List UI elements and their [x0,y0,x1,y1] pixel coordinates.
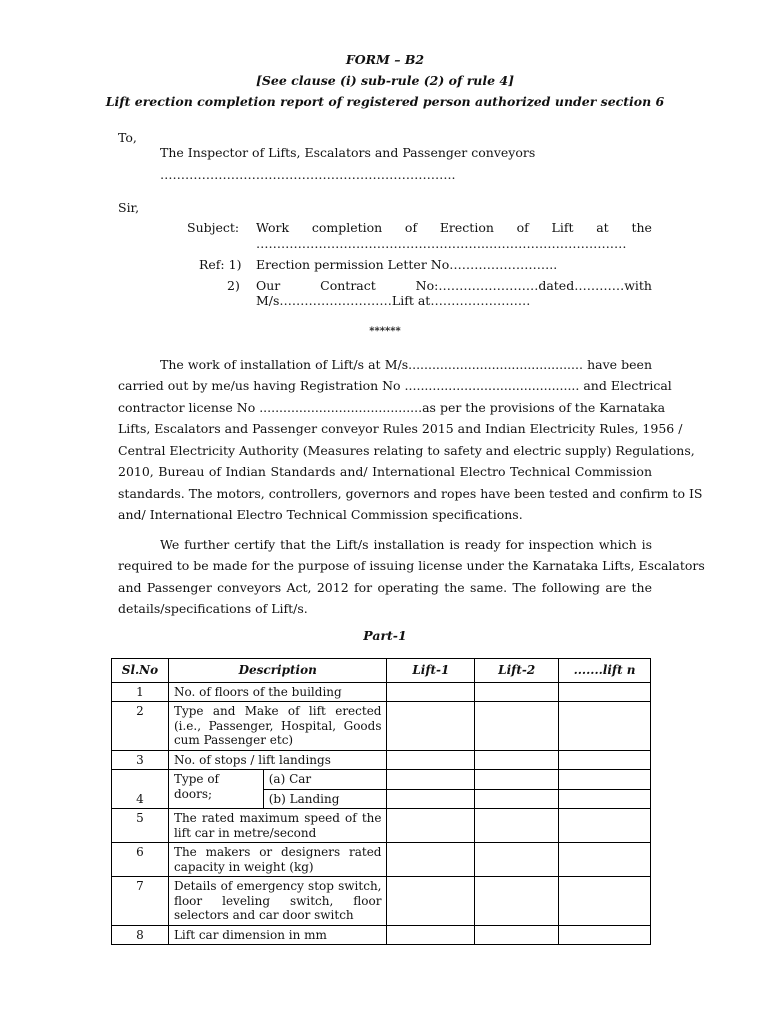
subject-dots: ………………………………………………..…………………………… [256,236,627,251]
lift-n-cell[interactable] [559,770,651,790]
header-lift-1: Lift-1 [387,659,475,683]
table-row [112,750,651,770]
row-description: Details of emergency stop switch, floor leveling switch, floor selectors and car door switch [168,877,387,926]
ref2-word: Contract [320,278,376,293]
lift-n-cell[interactable] [559,809,651,843]
subject-word: at [596,220,609,235]
para1-line: Central Electricity Authority (Measures relating to safety and electric supply) Regulations, [118,443,695,458]
row-description: The makers or designers rated capacity in weight (kg) [168,843,387,877]
lift-2-cell[interactable] [475,750,559,770]
row-number: 2 [112,702,169,751]
lift-1-cell[interactable] [387,682,475,702]
ref2-word: Our [256,278,281,293]
lift-2-cell[interactable] [475,925,559,945]
lift-n-cell[interactable] [559,682,651,702]
subject-word: Work [256,220,290,235]
table-row [112,877,651,926]
subject-label: Subject: [187,220,240,235]
table-row [112,809,651,843]
para1-line: contractor license No .........................................as per the provisions of the Karnataka [118,400,666,415]
table-row [112,702,651,751]
row-description: Lift car dimension in mm [168,925,387,945]
subject-word: Erection [439,220,494,235]
lift-1-cell[interactable] [387,750,475,770]
lift-1-cell[interactable] [387,702,475,751]
lift-2-cell[interactable] [475,809,559,843]
form-number: FORM – B2 [345,52,425,67]
table-row [112,770,651,790]
table-row [112,682,651,702]
para1-line: 2010, Bureau of Indian Standards and/ International Electro Technical Commission [118,464,652,479]
to-label: To, [118,130,137,145]
form-title: Lift erection completion report of registered person authorized under section 6 [105,94,665,109]
lift-details-table [111,658,651,945]
table-header-row [112,659,651,683]
separator: ****** [369,326,401,337]
lift-2-cell[interactable] [475,843,559,877]
door-type-car: (a) Car [263,770,387,790]
ref2-text [256,278,652,293]
lift-n-cell[interactable] [559,750,651,770]
salutation: Sir, [118,200,140,215]
para2-line: required to be made for the purpose of issuing license under the Karnataka Lifts, Escalators [118,558,705,573]
table-row [112,843,651,877]
ref1-label: Ref: 1) [199,257,242,272]
para1-line: Lifts, Escalators and Passenger conveyor Rules 2015 and Indian Electricity Rules, 1956 / [118,421,683,436]
header-lift-n: .......lift n [559,659,651,683]
row-description: Type and Make of lift erected (i.e., Passenger, Hospital, Goods cum Passenger etc) [168,702,387,751]
door-type-landing: (b) Landing [263,789,387,809]
subject-word: of [404,220,418,235]
para2-line: details/specifications of Lift/s. [118,601,308,616]
row-number: 4 [112,770,169,809]
para1-line: carried out by me/us having Registration No ............................................ and Electrical [118,378,672,393]
ref2-word: No:……………………dated…………with [415,278,652,293]
row-number: 3 [112,750,169,770]
lift-1-cell[interactable] [387,925,475,945]
lift-n-cell[interactable] [559,843,651,877]
addressee-dots: …………………………………………………………….. [160,167,456,182]
row-description: No. of floors of the building [168,682,387,702]
ref2-label: 2) [227,278,240,293]
para1-line: and/ International Electro Technical Commission specifications. [118,507,523,522]
subject-word: Lift [551,220,574,235]
header-slno: Sl.No [112,659,169,683]
row-number: 6 [112,843,169,877]
lift-2-cell[interactable] [475,702,559,751]
lift-2-cell[interactable] [475,770,559,790]
row-number: 1 [112,682,169,702]
lift-1-cell[interactable] [387,877,475,926]
header-lift-2: Lift-2 [475,659,559,683]
subject-word: the [631,220,652,235]
para2-line: We further certify that the Lift/s installation is ready for inspection which is [160,537,652,552]
ref2-line2: M/s………………………Lift at…………………… [256,293,531,308]
header-description: Description [168,659,387,683]
subject-text [256,220,652,235]
lift-2-cell[interactable] [475,789,559,809]
lift-1-cell[interactable] [387,809,475,843]
lift-n-cell[interactable] [559,789,651,809]
subject-word: completion [311,220,383,235]
subject-word: of [516,220,529,235]
row-description: Type of doors; [168,770,263,809]
row-description: No. of stops / lift landings [168,750,387,770]
row-number: 5 [112,809,169,843]
ref1-text: Erection permission Letter No…………………….. [256,257,558,272]
row-number: 7 [112,877,169,926]
row-number: 8 [112,925,169,945]
lift-n-cell[interactable] [559,702,651,751]
lift-1-cell[interactable] [387,770,475,790]
para2-line: and Passenger conveyors Act, 2012 for operating the same. The following are the [118,580,652,595]
lift-2-cell[interactable] [475,877,559,926]
row-description: The rated maximum speed of the lift car in metre/second [168,809,387,843]
lift-2-cell[interactable] [475,682,559,702]
form-clause: [See clause (i) sub-rule (2) of rule 4] [255,73,515,88]
lift-n-cell[interactable] [559,877,651,926]
lift-n-cell[interactable] [559,925,651,945]
lift-1-cell[interactable] [387,789,475,809]
para1-line: standards. The motors, controllers, governors and ropes have been tested and confirm to IS [118,486,703,501]
addressee: The Inspector of Lifts, Escalators and Passenger conveyors [160,145,536,160]
part-title: Part-1 [363,628,407,643]
lift-1-cell[interactable] [387,843,475,877]
table-row [112,925,651,945]
para1-line: The work of installation of Lift/s at M/s............................................ have been [160,357,652,372]
